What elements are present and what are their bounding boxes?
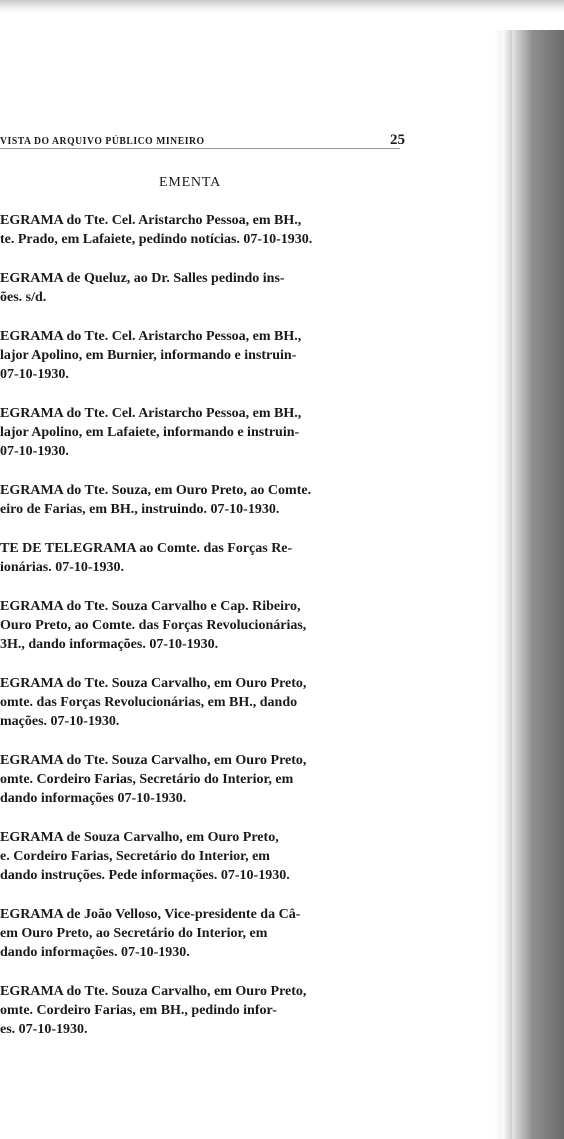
entry-line: ões. s/d. <box>0 290 47 305</box>
entry-line: EGRAMA do Tte. Souza Carvalho, em Ouro Preto, <box>0 676 307 691</box>
running-head <box>0 132 405 149</box>
entry-line: EGRAMA do Tte. Cel. Aristarcho Pessoa, em BH., <box>0 213 302 228</box>
entry-line: em Ouro Preto, ao Secretário do Interior, em <box>0 926 268 941</box>
entry-line: Ouro Preto, ao Comte. das Forças Revolucionárias, <box>0 618 307 633</box>
entry-line: TE DE TELEGRAMA ao Comte. das Forças Re- <box>0 541 293 556</box>
entry-line: EGRAMA de Souza Carvalho, em Ouro Preto, <box>0 830 279 845</box>
entry-item <box>0 539 405 577</box>
entry-line: es. 07-10-1930. <box>0 1022 88 1037</box>
entry-line: EGRAMA do Tte. Cel. Aristarcho Pessoa, em BH., <box>0 406 302 421</box>
entry-line: 07-10-1930. <box>0 444 69 459</box>
entry-item <box>0 828 405 885</box>
entry-line: eiro de Farias, em BH., instruindo. 07-10-1930. <box>0 502 280 517</box>
entry-item <box>0 905 405 962</box>
entry-line: EGRAMA do Tte. Cel. Aristarcho Pessoa, em BH., <box>0 329 302 344</box>
entry-list <box>0 211 405 1059</box>
entry-line: mações. 07-10-1930. <box>0 714 120 729</box>
page-edge <box>502 30 512 1139</box>
entry-line: dando instruções. Pede informações. 07-10-1930. <box>0 868 290 883</box>
entry-line: omte. Cordeiro Farias, em BH., pedindo infor- <box>0 1003 277 1018</box>
page-number: 25 <box>390 132 405 148</box>
entry-line: lajor Apolino, em Lafaiete, informando e instruin- <box>0 425 300 440</box>
section-title: EMENTA <box>158 175 221 190</box>
header-rule <box>0 148 400 149</box>
entry-line: ionárias. 07-10-1930. <box>0 560 125 575</box>
entry-line: EGRAMA de João Velloso, Vice-presidente da Câ- <box>0 907 301 922</box>
entry-item <box>0 751 405 808</box>
entry-line: omte. Cordeiro Farias, Secretário do Interior, em <box>0 772 294 787</box>
entry-item <box>0 982 405 1039</box>
entry-line: EGRAMA do Tte. Souza, em Ouro Preto, ao Comte. <box>0 483 312 498</box>
entry-line: EGRAMA do Tte. Souza Carvalho e Cap. Ribeiro, <box>0 599 301 614</box>
entry-line: EGRAMA do Tte. Souza Carvalho, em Ouro Preto, <box>0 753 307 768</box>
entry-line: 3H., dando informações. 07-10-1930. <box>0 637 219 652</box>
entry-line: omte. das Forças Revolucionárias, em BH., dando <box>0 695 298 710</box>
entry-line: dando informações. 07-10-1930. <box>0 945 190 960</box>
entry-item <box>0 597 405 654</box>
entry-item <box>0 674 405 731</box>
running-title: VISTA DO ARQUIVO PÚBLICO MINEIRO <box>0 136 205 147</box>
entry-item <box>0 404 405 461</box>
entry-line: dando informações 07-10-1930. <box>0 791 187 806</box>
entry-line: EGRAMA de Queluz, ao Dr. Salles pedindo ins- <box>0 271 285 286</box>
entry-line: EGRAMA do Tte. Souza Carvalho, em Ouro Preto, <box>0 984 307 999</box>
entry-line: te. Prado, em Lafaiete, pedindo notícias. 07-10-1930. <box>0 232 313 247</box>
entry-item <box>0 211 405 249</box>
entry-item <box>0 269 405 307</box>
entry-line: e. Cordeiro Farias, Secretário do Interior, em <box>0 849 270 864</box>
entry-line: lajor Apolino, em Burnier, informando e instruin- <box>0 348 297 363</box>
entry-item <box>0 327 405 384</box>
entry-item <box>0 481 405 519</box>
entry-line: 07-10-1930. <box>0 367 69 382</box>
